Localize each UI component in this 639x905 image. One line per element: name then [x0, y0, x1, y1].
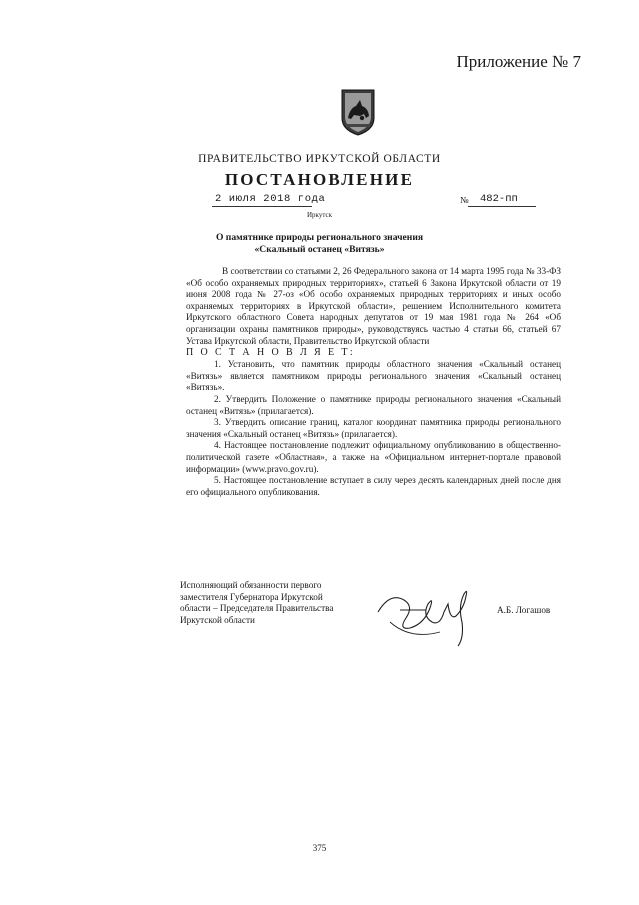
- decree-word: П О С Т А Н О В Л Я Е Т:: [186, 347, 356, 359]
- document-date: 2 июля 2018 года: [215, 193, 326, 205]
- decree-item: 1. Установить, что памятник природы областного значения «Скальный останец «Витязь» является памятником природы регионального значения «Скальный останец «Витязь».: [186, 359, 561, 393]
- appendix-label: Приложение № 7: [456, 52, 581, 71]
- city-name: Иркутск: [306, 211, 332, 219]
- signer-position-line: Иркутской области: [180, 614, 255, 625]
- preamble-paragraph: В соответствии со статьями 2, 26 Федерального закона от 14 марта 1995 года № 33-ФЗ «Об особо охраняемых природных территориях», статьей 6 Закона Иркутской области от 19 июня 2008 года № 27-оз «Об особо охраняемых природных территориях и иных особо охраняемых территориях в Иркутской области», решением Исполнительного комитета Иркутского областного Совета народных депутатов от 19 мая 1981 года № 264 «Об организации охраны памятников природы», руководствуясь частью 4 статьи 66, статьей 67 Устава Иркутской области, Правительство Иркутской области: [186, 266, 561, 346]
- page-number: 375: [312, 843, 327, 853]
- document-title: ПОСТАНОВЛЕНИЕ: [224, 170, 415, 189]
- signer-name: А.Б. Логашов: [497, 605, 551, 615]
- decree-item: 2. Утвердить Положение о памятнике природы регионального значения «Скальный останец «Витязь» (прилагается).: [186, 393, 561, 416]
- handwritten-signature: [370, 582, 490, 652]
- signer-position-line: заместителя Губернатора Иркутской: [180, 591, 323, 602]
- decree-item: 3. Утвердить описание границ, каталог координат памятника природы регионального значения «Скальный останец «Витязь» (прилагается).: [186, 417, 561, 439]
- number-sign: №: [460, 195, 469, 205]
- document-number: 482-пп: [480, 193, 518, 205]
- government-name: ПРАВИТЕЛЬСТВО ИРКУТСКОЙ ОБЛАСТИ: [198, 153, 441, 165]
- signer-position-line: Исполняющий обязанности первого: [180, 580, 322, 590]
- date-underline: [212, 206, 312, 207]
- heading-line: О памятнике природы регионального значения: [215, 232, 424, 243]
- document-heading: [0, 232, 639, 256]
- number-underline: [468, 206, 536, 207]
- decree-item: 5. Настоящее постановление вступает в силу через десять календарных дней после дня его официального опубликования.: [186, 475, 561, 497]
- heading-line: «Скальный останец «Витязь»: [254, 244, 385, 255]
- signer-position-line: области – Председателя Правительства: [180, 603, 334, 614]
- document-body: [186, 266, 561, 498]
- signer-position: [180, 580, 380, 626]
- coat-of-arms-icon: [340, 88, 376, 136]
- decree-item: 4. Настоящее постановление подлежит официальному опубликованию в общественно-политической газете «Областная», а также на «Официальном интернет-портале правовой информации» (www.pravo.gov.ru).: [186, 440, 561, 474]
